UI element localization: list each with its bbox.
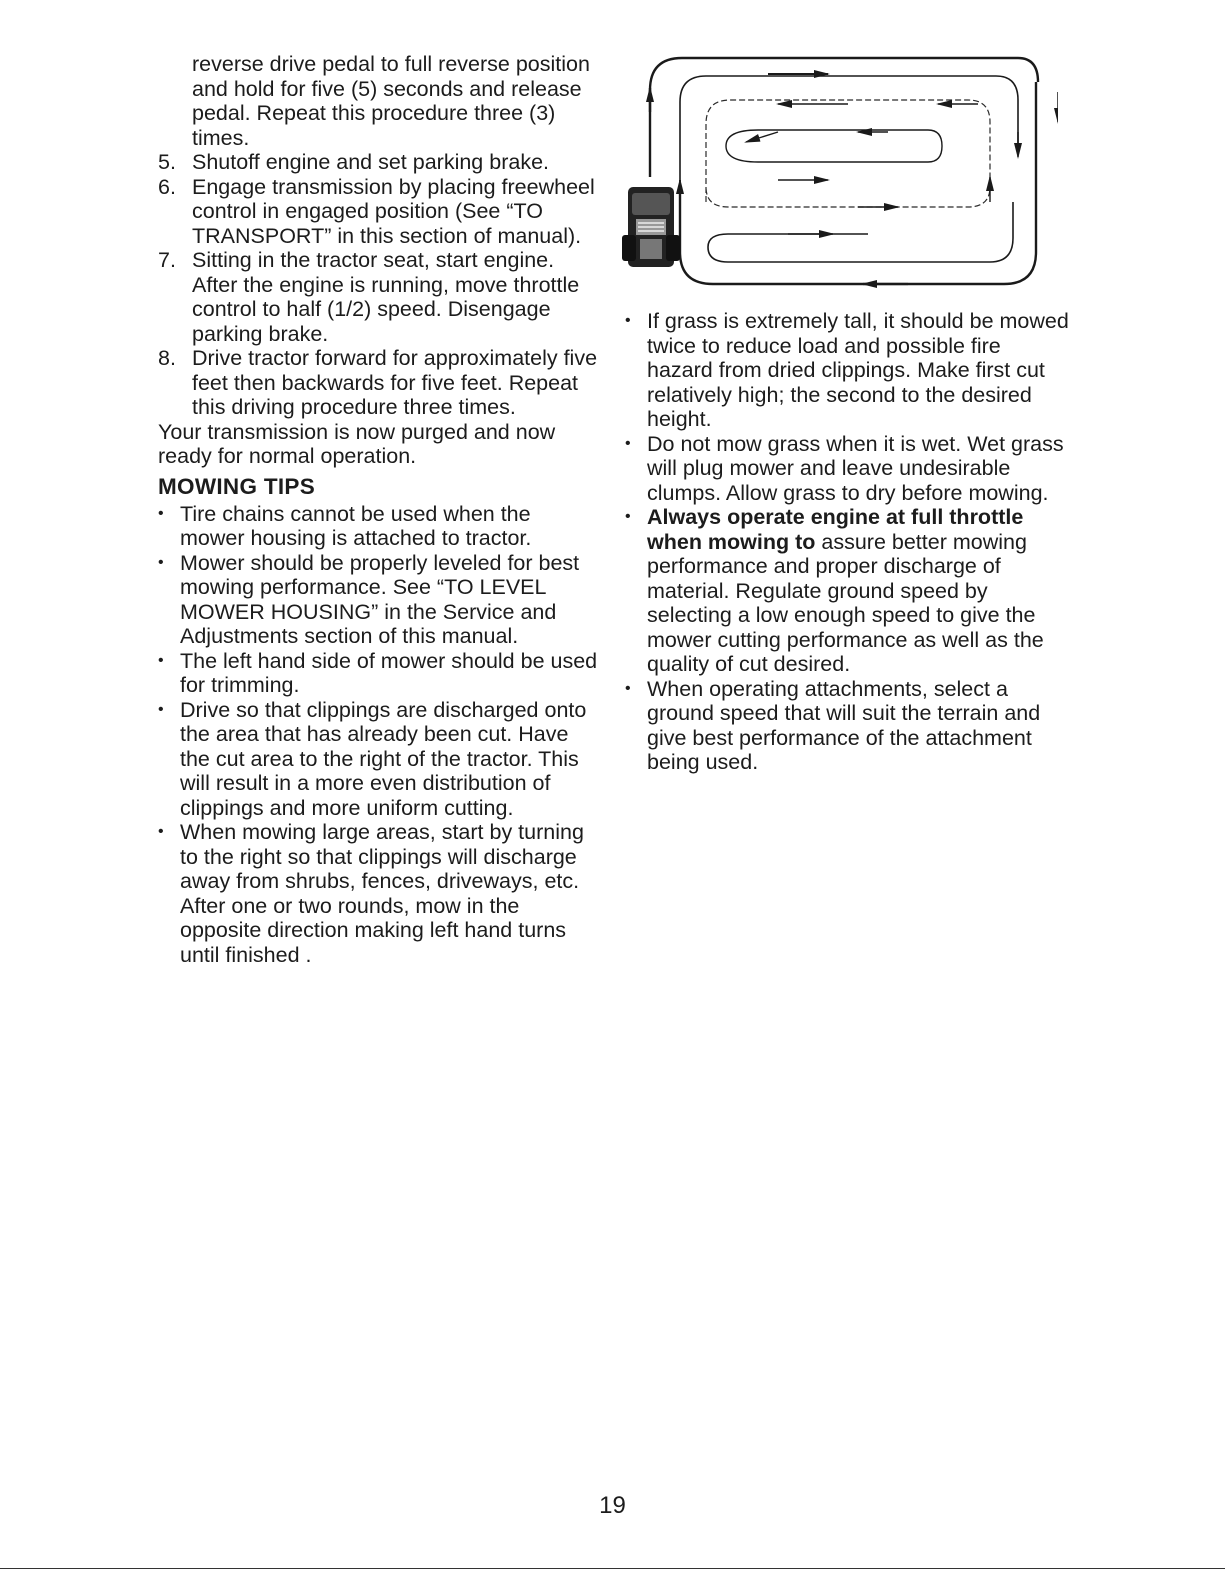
list-item [625,505,1070,677]
step-text: Drive tractor forward for approximately five feet then backwards for five feet. Repeat this driving procedure three times. [192,346,598,419]
list-item [625,677,1070,775]
step-8 [158,346,598,420]
numbered-steps [158,150,598,420]
bullet-icon: • [625,679,631,697]
list-item [625,432,1070,506]
mowing-tips-heading: MOWING TIPS [158,473,316,499]
list-item [158,649,598,698]
bullet-icon: • [625,508,631,525]
step-number: 7. [158,248,176,272]
tip-text: Tire chains cannot be used when the mower housing is attached to tractor. [180,501,532,550]
tractor-icon [622,187,680,267]
bold-emphasis: Always operate engine at full throttle when mowing to [647,505,1024,554]
step-6 [158,175,598,249]
list-item [625,309,1070,432]
tip-text: When operating attachments, select a ground speed that will suit the terrain and give best performance of the attachment being used. [647,676,1041,774]
page-number: 19 [599,1492,626,1519]
tip-text: The left hand side of mower should be used for trimming. [180,648,598,697]
tip-text: Drive so that clippings are discharged onto the area that has already been cut. Have the cut area to the right of the tractor. This will result in a more even distribution of clippings and more uniform cutting. [180,697,587,820]
purged-note: Your transmission is now purged and now ready for normal operation. [158,419,556,468]
right-column [625,309,1070,775]
step-text: Engage transmission by placing freewheel control in engaged position (See “TO TRANSPORT” in this section of manual). [192,174,595,248]
bullet-icon: • [158,700,164,718]
step-text: Sitting in the tractor seat, start engine. After the engine is running, move throttle control to half (1/2) speed. Disengage parking brake. [192,248,580,346]
list-item [158,502,598,551]
bullet-icon: • [158,823,164,840]
tip-text: Mower should be properly leveled for best mowing performance. See “TO LEVEL MOWER HOUSING” in the Service and Adjustments section of this manual. [180,550,580,648]
step-number: 6. [158,174,176,199]
list-item [158,551,598,649]
list-item [158,698,598,821]
step-number: 8. [158,346,176,370]
tip-text: When mowing large areas, start by turning to the right so that clippings will discharge away from shrubs, fences, driveways, etc. After one or two rounds, mow in the opposite direction making left hand turns until finished . [180,820,584,967]
tip-text: Always operate engine at full throttle when mowing to assure better mowing performance and proper discharge of material. Regulate ground speed by selecting a low enough speed to give the mower cutting performance as well as the quality of cut desired. [647,505,1044,676]
mowing-tips-list-continued [625,309,1070,775]
list-item [158,820,598,967]
step-text: Shutoff engine and set parking brake. [192,150,549,174]
continued-step-text: reverse drive pedal to full reverse position and hold for five (5) seconds and release pedal. Repeat this procedure three (3) times. [192,52,590,150]
bullet-icon: • [625,434,631,452]
left-column [158,52,598,967]
bullet-icon: • [158,504,164,522]
mowing-pattern-diagram [618,52,1058,297]
page-bottom-rule [0,1568,1225,1569]
mowing-pattern-icon [618,52,1058,297]
step-5 [158,150,598,175]
tip-text: If grass is extremely tall, it should be mowed twice to reduce load and possible fire hazard from dried clippings. Make first cut relatively high; the second to the desired height. [647,309,1069,431]
bullet-icon: • [625,312,631,329]
bullet-icon: • [158,553,164,571]
bullet-icon: • [158,651,164,669]
step-number: 5. [158,150,176,174]
tip-text: Do not mow grass when it is wet. Wet grass will plug mower and leave undesirable clumps. Allow grass to dry before mowing. [647,431,1064,505]
mowing-tips-list [158,502,598,968]
step-7 [158,248,598,346]
